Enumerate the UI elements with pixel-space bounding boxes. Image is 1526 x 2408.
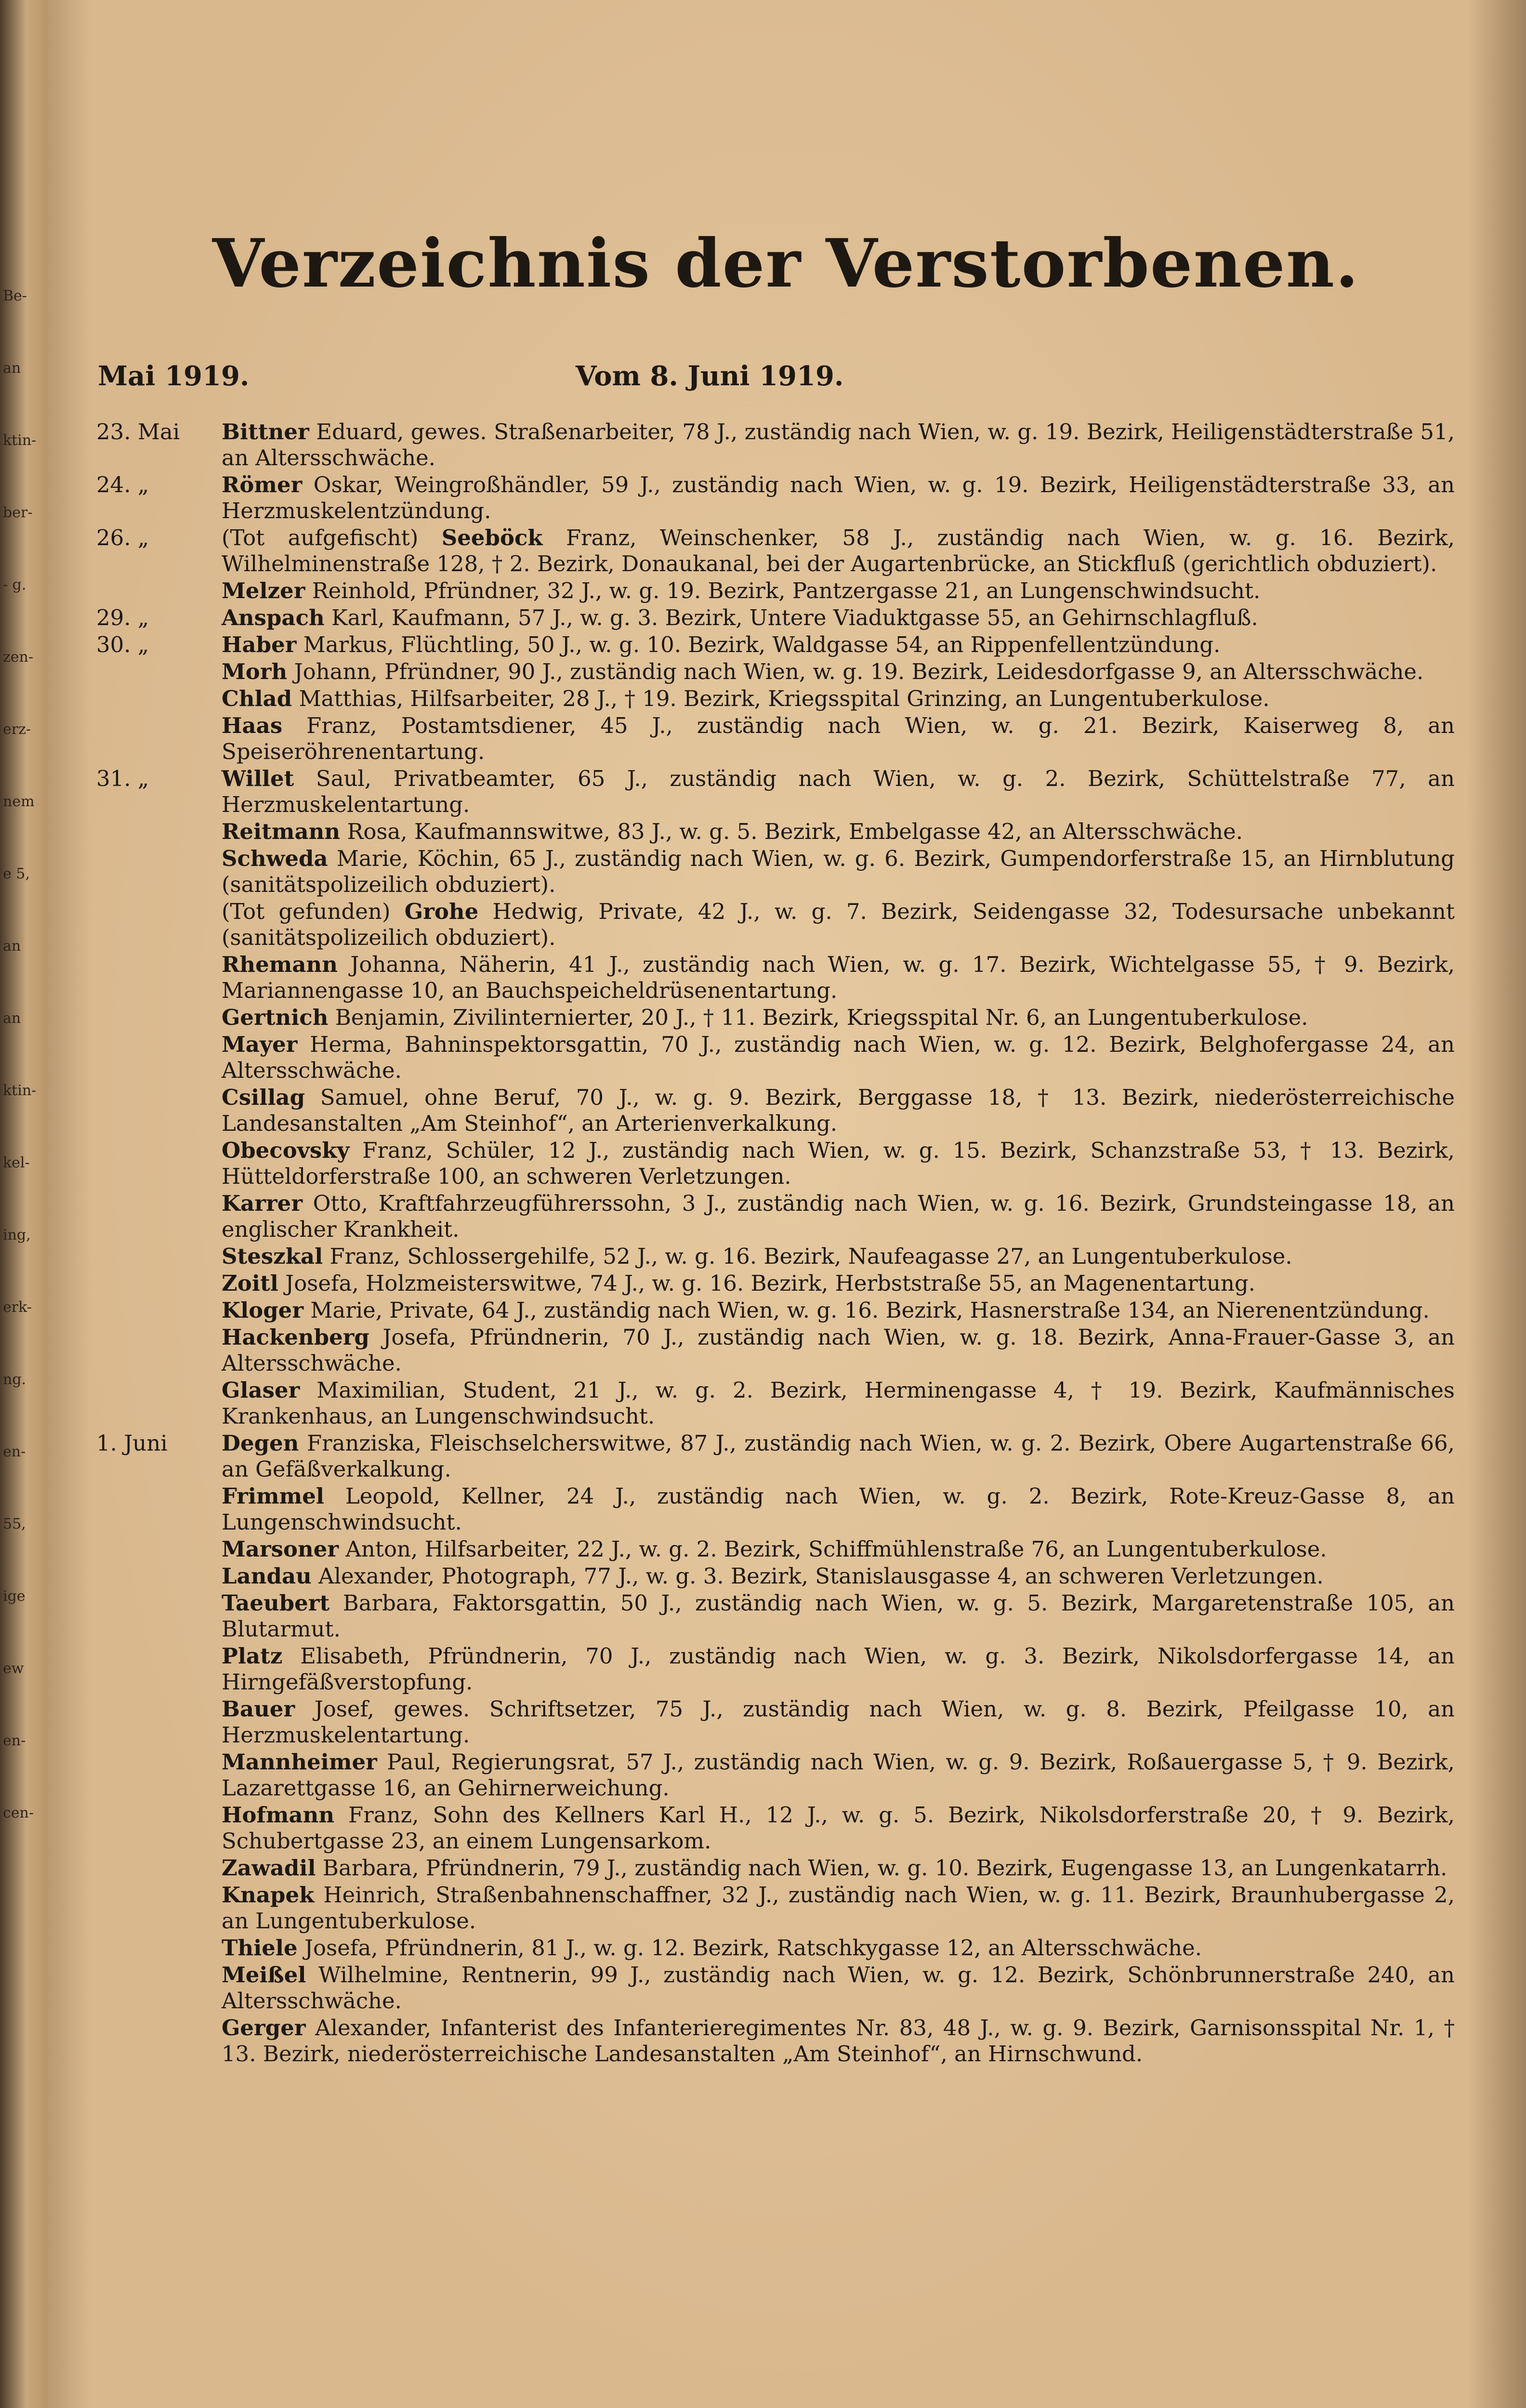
entry-body	[222, 472, 1455, 524]
entry-surname: Thiele	[222, 1935, 298, 1961]
register-entry	[96, 419, 1455, 471]
entry-body	[222, 659, 1455, 685]
entry-body	[222, 1962, 1455, 2014]
entry-date: 23. Mai	[96, 419, 180, 445]
entry-surname: Degen	[222, 1430, 299, 1456]
entry-body	[222, 1749, 1455, 1801]
register-entry	[96, 1696, 1455, 1748]
entry-details: Franz, Postamtsdiener, 45 J., zuständig nach Wien, w. g. 21. Bezirk, Kaiserweg 8, an Speiseröhrenentartung.	[222, 713, 1455, 764]
entry-body	[222, 1297, 1455, 1323]
entry-body	[222, 419, 1455, 471]
entry-body	[222, 1483, 1455, 1535]
entry-surname: Chlad	[222, 686, 292, 711]
register-entry	[96, 846, 1455, 898]
margin-fragment: ber-	[3, 504, 33, 521]
entry-surname: Landau	[222, 1563, 312, 1589]
entry-body	[222, 899, 1455, 951]
register-entry	[96, 632, 1455, 658]
margin-fragment: ing,	[3, 1227, 31, 1243]
entry-details: Herma, Bahninspektorsgattin, 70 J., zuständig nach Wien, w. g. 12. Bezirk, Belghofergasse 24, an Altersschwäche.	[222, 1032, 1455, 1083]
register-entry	[96, 1138, 1455, 1190]
entry-details: Franz, Weinschenker, 58 J., zuständig nach Wien, w. g. 16. Bezirk, Wilhelminenstraße 128, † 2. Bezirk, Donaukanal, bei der Augartenbrücke, an Stickfluß (gerichtlich obduziert).	[222, 525, 1455, 576]
entry-body	[222, 1243, 1455, 1269]
entry-surname: Steszkal	[222, 1243, 323, 1269]
entry-body	[222, 1085, 1455, 1137]
entry-details: Franz, Schüler, 12 J., zuständig nach Wien, w. g. 15. Bezirk, Schanzstraße 53, † 13. Bezirk, Hütteldorferstraße 100, an schweren Verletzungen.	[222, 1138, 1455, 1189]
entry-details: Hedwig, Private, 42 J., w. g. 7. Bezirk, Seidengasse 32, Todesursache unbekannt (sanitätspolizeilich obduziert).	[222, 899, 1455, 950]
entry-details: Oskar, Weingroßhändler, 59 J., zuständig nach Wien, w. g. 19. Bezirk, Heiligenstädterstraße 33, an Herzmuskelentzündung.	[222, 472, 1455, 523]
entry-body	[222, 952, 1455, 1004]
entry-surname: Reitmann	[222, 819, 341, 844]
entry-body	[222, 686, 1455, 712]
register-entry	[96, 1536, 1455, 1562]
entry-surname: Zoitl	[222, 1270, 278, 1296]
register-entry	[96, 472, 1455, 524]
margin-fragment: Be-	[3, 288, 27, 304]
entry-surname: Glaser	[222, 1377, 300, 1403]
entry-surname: Hofmann	[222, 1802, 335, 1828]
margin-fragment: ew	[3, 1660, 24, 1677]
register-entry	[96, 1032, 1455, 1084]
entry-body	[222, 1324, 1455, 1376]
entry-circumstance: (Tot aufgefischt)	[222, 525, 419, 550]
register-entry	[96, 1324, 1455, 1376]
entry-details: Marie, Private, 64 J., zuständig nach Wien, w. g. 16. Bezirk, Hasnerstraße 134, an Nierenentzündung.	[310, 1297, 1430, 1323]
entry-details: Josefa, Pfründnerin, 81 J., w. g. 12. Bezirk, Ratschkygasse 12, an Altersschwäche.	[304, 1935, 1202, 1961]
register-entry	[96, 2015, 1455, 2067]
entry-body	[222, 1563, 1455, 1589]
entry-details: Heinrich, Straßenbahnenschaffner, 32 J., zuständig nach Wien, w. g. 11. Bezirk, Braunhubergasse 2, an Lungentuberkulose.	[222, 1882, 1455, 1934]
register-entry	[96, 952, 1455, 1004]
entry-body	[222, 1430, 1455, 1482]
margin-fragment: en-	[3, 1732, 26, 1749]
entry-body	[222, 1536, 1455, 1562]
entry-body	[222, 1005, 1455, 1031]
entry-circumstance: (Tot gefunden)	[222, 899, 391, 924]
margin-fragment: e 5,	[3, 865, 30, 882]
entry-surname: Morh	[222, 659, 288, 684]
entry-surname: Seeböck	[441, 525, 543, 550]
margin-fragment: kel-	[3, 1154, 30, 1171]
entry-body	[222, 1590, 1455, 1642]
entry-details: Eduard, gewes. Straßenarbeiter, 78 J., zuständig nach Wien, w. g. 19. Bezirk, Heiligenstädterstraße 51, an Altersschwäche.	[222, 419, 1455, 471]
register-entry	[96, 1855, 1455, 1881]
register-entry	[96, 713, 1455, 765]
entry-surname: Anspach	[222, 605, 325, 630]
register-entry	[96, 1643, 1455, 1695]
register-entry	[96, 659, 1455, 685]
register-entry	[96, 819, 1455, 845]
entry-details: Barbara, Faktorsgattin, 50 J., zuständig nach Wien, w. g. 5. Bezirk, Margaretenstraße 105, an Blutarmut.	[222, 1590, 1455, 1642]
entry-body	[222, 1802, 1455, 1854]
entry-details: Johann, Pfründner, 90 J., zuständig nach Wien, w. g. 19. Bezirk, Leidesdorfgasse 9, an Altersschwäche.	[294, 659, 1424, 684]
register-entry	[96, 1297, 1455, 1323]
entry-date: 24. „	[96, 472, 149, 497]
entry-body	[222, 1855, 1455, 1881]
register-entry	[96, 686, 1455, 712]
entry-body	[222, 2015, 1455, 2067]
entry-surname: Haber	[222, 632, 297, 657]
margin-fragment: ng.	[3, 1371, 26, 1388]
entry-body	[222, 1696, 1455, 1748]
entry-body	[222, 605, 1455, 631]
entry-details: Alexander, Photograph, 77 J., w. g. 3. Bezirk, Stanislausgasse 4, an schweren Verletzungen.	[318, 1563, 1324, 1589]
register-entry	[96, 766, 1455, 818]
margin-fragment: en-	[3, 1443, 26, 1460]
entry-surname: Römer	[222, 472, 303, 497]
entry-surname: Gerger	[222, 2015, 306, 2041]
entry-surname: Haas	[222, 713, 283, 738]
entry-surname: Bittner	[222, 419, 309, 445]
margin-fragment: nem	[3, 793, 35, 810]
entry-surname: Marsoner	[222, 1536, 339, 1562]
entry-surname: Frimmel	[222, 1483, 324, 1509]
margin-fragment: erz-	[3, 721, 31, 738]
entry-body	[222, 1643, 1455, 1695]
entry-date: 29. „	[96, 605, 149, 630]
entry-body	[222, 1377, 1455, 1429]
register-entry	[96, 1191, 1455, 1243]
margin-fragment: - g.	[3, 576, 26, 593]
document-page	[46, 0, 1526, 2408]
entry-surname: Gertnich	[222, 1005, 329, 1030]
margin-fragment: ktin-	[3, 432, 37, 449]
entry-date: 1. Juni	[96, 1430, 168, 1456]
entry-details: Rosa, Kaufmannswitwe, 83 J., w. g. 5. Bezirk, Embelgasse 42, an Altersschwäche.	[347, 819, 1243, 844]
entry-details: Johanna, Näherin, 41 J., zuständig nach Wien, w. g. 17. Bezirk, Wichtelgasse 55, † 9. Bezirk, Mariannengasse 10, an Bauchspeicheldrüsenentartung.	[222, 952, 1455, 1003]
entry-surname: Platz	[222, 1643, 283, 1669]
entry-body	[222, 632, 1455, 658]
entry-surname: Taeubert	[222, 1590, 330, 1616]
entry-details: Josefa, Holzmeisterswitwe, 74 J., w. g. 16. Bezirk, Herbststraße 55, an Magenentartung.	[285, 1270, 1256, 1296]
entry-details: Maximilian, Student, 21 J., w. g. 2. Bezirk, Herminengasse 4, † 19. Bezirk, Kaufmännisches Krankenhaus, an Lungenschwindsucht.	[222, 1377, 1455, 1429]
entry-surname: Grohe	[404, 899, 479, 924]
entry-surname: Willet	[222, 766, 294, 791]
entry-body	[222, 766, 1455, 818]
entry-surname: Csillag	[222, 1085, 305, 1110]
register-entry	[96, 1005, 1455, 1031]
entry-details: Franz, Schlossergehilfe, 52 J., w. g. 16. Bezirk, Naufeagasse 27, an Lungentuberkulose.	[329, 1243, 1292, 1269]
entry-body	[222, 1191, 1455, 1243]
register-entry	[96, 1882, 1455, 1934]
entry-details: Markus, Flüchtling, 50 J., w. g. 10. Bezirk, Waldgasse 54, an Rippenfellentzündung.	[303, 632, 1221, 657]
entry-surname: Bauer	[222, 1696, 295, 1722]
margin-fragment: ktin-	[3, 1082, 37, 1099]
margin-fragment: cen-	[3, 1805, 34, 1821]
entry-details: Anton, Hilfsarbeiter, 22 J., w. g. 2. Bezirk, Schiffmühlenstraße 76, an Lungentuberkulose.	[345, 1536, 1327, 1562]
entry-surname: Kloger	[222, 1297, 304, 1323]
entry-details: Reinhold, Pfründner, 32 J., w. g. 19. Bezirk, Pantzergasse 21, an Lungenschwindsucht.	[312, 578, 1261, 603]
entry-details: Josef, gewes. Schriftsetzer, 75 J., zuständig nach Wien, w. g. 8. Bezirk, Pfeilgasse 10, an Herzmuskelentartung.	[222, 1696, 1455, 1748]
entry-surname: Obecovsky	[222, 1138, 350, 1163]
entry-details: Josefa, Pfründnerin, 70 J., zuständig nach Wien, w. g. 18. Bezirk, Anna-Frauer-Gasse 3, an Altersschwäche.	[222, 1324, 1455, 1376]
register-entry	[96, 1962, 1455, 2014]
entry-body	[222, 1032, 1455, 1084]
entry-surname: Hackenberg	[222, 1324, 369, 1350]
margin-fragment: ige	[3, 1588, 26, 1605]
date-range-heading: Vom 8. Juni 1919.	[576, 360, 844, 392]
death-register-list	[96, 419, 1455, 2068]
entry-surname: Zawadil	[222, 1855, 316, 1881]
register-entry	[96, 1590, 1455, 1642]
register-entry	[96, 525, 1455, 577]
page-title: Verzeichnis der Verstorbenen.	[212, 224, 1360, 302]
entry-body	[222, 713, 1455, 765]
register-entry	[96, 605, 1455, 631]
entry-details: Marie, Köchin, 65 J., zuständig nach Wien, w. g. 6. Bezirk, Gumpendorferstraße 15, an Hirnblutung (sanitätspolizeilich obduziert).	[222, 846, 1455, 897]
margin-fragment: an	[3, 938, 21, 955]
register-entry	[96, 1749, 1455, 1801]
margin-fragment: 55,	[3, 1516, 26, 1532]
entry-body	[222, 1270, 1455, 1296]
left-page-margin-fragments	[0, 288, 37, 2408]
entry-details: Karl, Kaufmann, 57 J., w. g. 3. Bezirk, Untere Viaduktgasse 55, an Gehirnschlagfluß.	[331, 605, 1258, 630]
entry-details: Leopold, Kellner, 24 J., zuständig nach Wien, w. g. 2. Bezirk, Rote-Kreuz-Gasse 8, an Lungenschwindsucht.	[222, 1483, 1455, 1535]
entry-details: Alexander, Infanterist des Infanterieregimentes Nr. 83, 48 J., w. g. 9. Bezirk, Garnisonsspital Nr. 1, † 13. Bezirk, niederösterreichische Landesanstalten „Am Steinhof“, an Hirnschwund.	[222, 2015, 1455, 2067]
entry-surname: Rhemann	[222, 952, 338, 977]
entry-surname: Meißel	[222, 1962, 306, 1988]
register-entry	[96, 1243, 1455, 1269]
register-entry	[96, 1935, 1455, 1961]
entry-details: Benjamin, Zivilinternierter, 20 J., † 11. Bezirk, Kriegsspital Nr. 6, an Lungentuberkulose.	[335, 1005, 1308, 1030]
register-entry	[96, 1802, 1455, 1854]
entry-body	[222, 1882, 1455, 1934]
entry-surname: Knapek	[222, 1882, 315, 1908]
register-entry	[96, 1377, 1455, 1429]
margin-fragment: an	[3, 360, 21, 377]
entry-body	[222, 846, 1455, 898]
entry-details: Elisabeth, Pfründnerin, 70 J., zuständig nach Wien, w. g. 3. Bezirk, Nikolsdorfergasse 14, an Hirngefäßverstopfung.	[222, 1643, 1455, 1695]
margin-fragment: an	[3, 1010, 21, 1027]
margin-fragment: zen-	[3, 649, 34, 666]
entry-surname: Karrer	[222, 1191, 303, 1216]
entry-body	[222, 1935, 1455, 1961]
entry-surname: Mannheimer	[222, 1749, 377, 1775]
entry-body	[222, 578, 1455, 604]
entry-date: 26. „	[96, 525, 149, 550]
entry-details: Franziska, Fleischselcherswitwe, 87 J., zuständig nach Wien, w. g. 2. Bezirk, Obere Augartenstraße 66, an Gefäßverkalkung.	[222, 1430, 1455, 1482]
register-entry	[96, 1085, 1455, 1137]
entry-details: Otto, Kraftfahrzeugführerssohn, 3 J., zuständig nach Wien, w. g. 16. Bezirk, Grundsteingasse 18, an englischer Krankheit.	[222, 1191, 1455, 1242]
entry-date: 31. „	[96, 766, 149, 791]
entry-surname: Mayer	[222, 1032, 298, 1057]
entry-details: Barbara, Pfründnerin, 79 J., zuständig nach Wien, w. g. 10. Bezirk, Eugengasse 13, an Lungenkatarrh.	[322, 1855, 1447, 1881]
register-entry	[96, 578, 1455, 604]
register-entry	[96, 899, 1455, 951]
register-entry	[96, 1430, 1455, 1482]
register-entry	[96, 1483, 1455, 1535]
entry-details: Wilhelmine, Rentnerin, 99 J., zuständig nach Wien, w. g. 12. Bezirk, Schönbrunnerstraße 240, an Altersschwäche.	[222, 1962, 1455, 2014]
entry-surname: Melzer	[222, 578, 305, 603]
month-label: Mai 1919.	[98, 360, 250, 392]
register-entry	[96, 1270, 1455, 1296]
entry-surname: Schweda	[222, 846, 328, 871]
entry-body	[222, 525, 1455, 577]
entry-details: Franz, Sohn des Kellners Karl H., 12 J., w. g. 5. Bezirk, Nikolsdorferstraße 20, † 9. Bezirk, Schubertgasse 23, an einem Lungensarkom.	[222, 1802, 1455, 1854]
entry-body	[222, 1138, 1455, 1190]
entry-body	[222, 819, 1455, 845]
entry-details: Paul, Regierungsrat, 57 J., zuständig nach Wien, w. g. 9. Bezirk, Roßauergasse 5, † 9. Bezirk, Lazarettgasse 16, an Gehirnerweichung.	[222, 1749, 1455, 1801]
entry-details: Matthias, Hilfsarbeiter, 28 J., † 19. Bezirk, Kriegsspital Grinzing, an Lungentuberkulose.	[299, 686, 1270, 711]
margin-fragment: erk-	[3, 1299, 32, 1316]
entry-details: Samuel, ohne Beruf, 70 J., w. g. 9. Bezirk, Berggasse 18, † 13. Bezirk, niederösterreichische Landesanstalten „Am Steinhof“, an Arterienverkalkung.	[222, 1085, 1455, 1136]
register-entry	[96, 1563, 1455, 1589]
entry-date: 30. „	[96, 632, 149, 657]
entry-details: Saul, Privatbeamter, 65 J., zuständig nach Wien, w. g. 2. Bezirk, Schüttelstraße 77, an Herzmuskelentartung.	[222, 766, 1455, 817]
